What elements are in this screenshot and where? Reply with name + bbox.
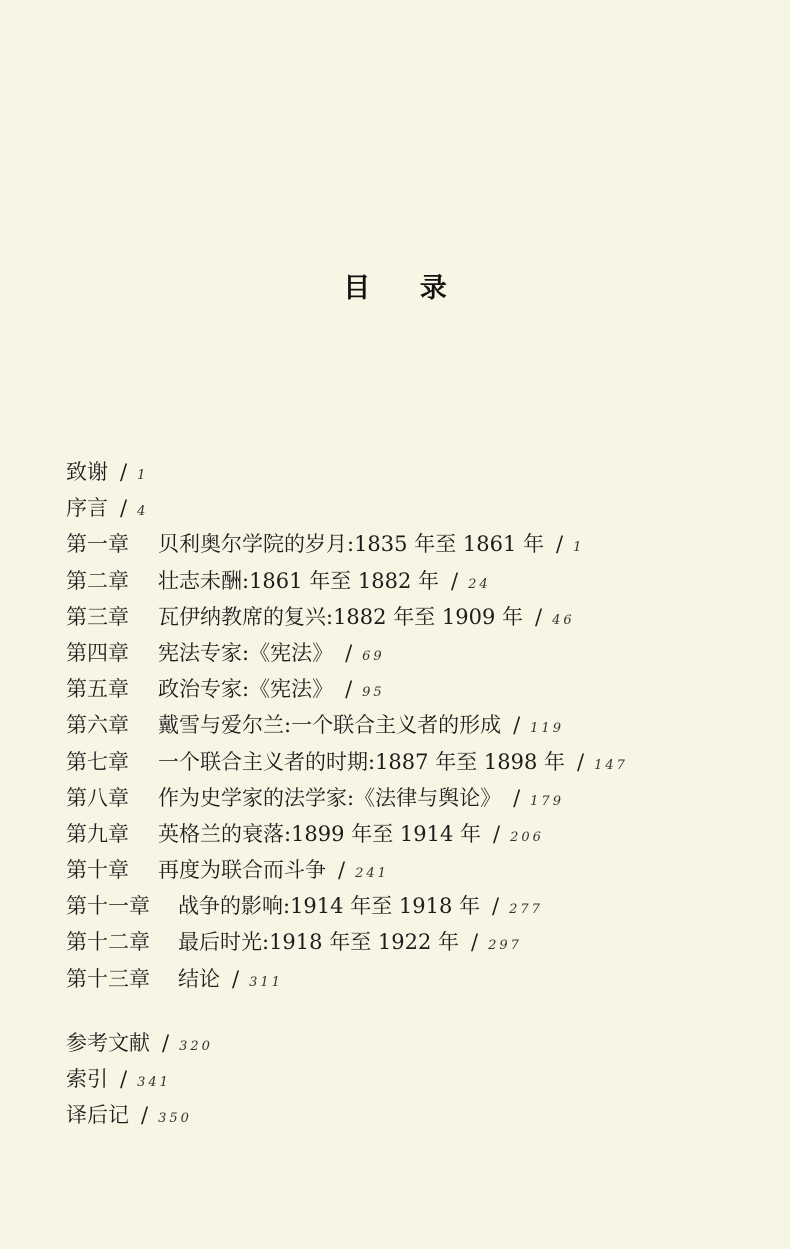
chapter-number: 第七章 (66, 749, 129, 774)
page-number: 24 (468, 576, 491, 592)
entry-title: 英格兰的衰落:1899 年至 1914 年 (158, 821, 481, 846)
separator: / (338, 858, 346, 883)
separator: / (120, 460, 128, 484)
separator: / (451, 568, 459, 593)
separator: / (577, 749, 585, 774)
entry-title: 序言 (66, 496, 108, 521)
separator: / (141, 1103, 149, 1128)
page-number: 179 (530, 793, 564, 809)
page-number: 4 (137, 504, 149, 520)
separator: / (492, 894, 500, 919)
toc-entry-chapter-4[interactable] (66, 635, 746, 671)
page-title: 目 录 (343, 273, 467, 304)
separator: / (345, 640, 353, 665)
toc-entry-translators-afterword[interactable] (66, 1097, 746, 1133)
entry-title: 宪法专家:《宪法》 (158, 640, 334, 665)
page-number: 69 (362, 648, 385, 664)
toc-entry-chapter-7[interactable] (66, 744, 746, 780)
page-number: 1 (137, 468, 149, 483)
separator: / (471, 930, 479, 955)
chapter-number: 第五章 (66, 677, 129, 702)
separator: / (345, 677, 353, 702)
toc-entry-chapter-5[interactable] (66, 671, 746, 707)
section-gap (66, 997, 746, 1025)
toc-entry-chapter-6[interactable] (66, 707, 746, 743)
toc-entry-index[interactable] (66, 1061, 746, 1097)
toc-entry-chapter-12[interactable] (66, 924, 746, 960)
toc-entry-chapter-9[interactable] (66, 816, 746, 852)
separator: / (493, 821, 501, 846)
chapter-number: 第四章 (66, 640, 129, 665)
separator: / (120, 496, 128, 521)
page-number: 119 (530, 721, 564, 737)
toc-entry-chapter-8[interactable] (66, 780, 746, 816)
chapter-number: 第九章 (66, 821, 129, 846)
entry-title: 贝利奥尔学院的岁月:1835 年至 1861 年 (158, 532, 544, 557)
page-number: 277 (509, 902, 543, 918)
entry-title: 结论 (178, 966, 220, 991)
chapter-number: 第十章 (66, 858, 129, 883)
chapter-number: 第十二章 (66, 930, 150, 955)
separator: / (535, 604, 543, 629)
entry-title: 译后记 (66, 1103, 129, 1128)
chapter-number: 第三章 (66, 604, 129, 629)
separator: / (162, 1030, 170, 1055)
chapter-number: 第一章 (66, 532, 129, 557)
page-number: 46 (552, 612, 575, 628)
separator: / (232, 966, 240, 991)
table-of-contents (66, 454, 746, 1133)
toc-entry-chapter-2[interactable] (66, 563, 746, 599)
toc-entry-chapter-11[interactable] (66, 888, 746, 924)
toc-entry-preface[interactable] (66, 490, 746, 526)
page-number: 1 (573, 540, 585, 556)
page-number: 320 (179, 1038, 213, 1054)
entry-title: 一个联合主义者的时期:1887 年至 1898 年 (158, 749, 565, 774)
entry-title: 作为史学家的法学家:《法律与舆论》 (158, 785, 502, 810)
separator: / (556, 532, 564, 557)
toc-entry-chapter-3[interactable] (66, 599, 746, 635)
page-number: 241 (355, 866, 389, 882)
toc-entry-chapter-13[interactable] (66, 961, 746, 997)
separator: / (513, 713, 521, 738)
entry-title: 最后时光:1918 年至 1922 年 (178, 930, 459, 955)
entry-title: 戴雪与爱尔兰:一个联合主义者的形成 (158, 713, 502, 738)
page-number: 147 (594, 757, 628, 773)
entry-title: 壮志未酬:1861 年至 1882 年 (158, 568, 439, 593)
page-number: 341 (137, 1075, 171, 1090)
entry-title: 政治专家:《宪法》 (158, 677, 334, 702)
toc-entry-bibliography[interactable] (66, 1025, 746, 1061)
page-number: 297 (488, 938, 522, 954)
page-number: 350 (158, 1111, 192, 1127)
toc-entry-chapter-10[interactable] (66, 852, 746, 888)
entry-title: 致谢 (66, 460, 108, 484)
entry-title: 战争的影响:1914 年至 1918 年 (178, 894, 480, 919)
entry-title: 参考文献 (66, 1030, 150, 1055)
entry-title: 再度为联合而斗争 (158, 858, 326, 883)
entry-title: 索引 (66, 1067, 108, 1091)
page-number: 311 (249, 974, 283, 990)
chapter-number: 第十三章 (66, 966, 150, 991)
separator: / (120, 1067, 128, 1091)
toc-entry-chapter-1[interactable] (66, 526, 746, 562)
page-number: 95 (362, 685, 385, 701)
entry-title: 瓦伊纳教席的复兴:1882 年至 1909 年 (158, 604, 523, 629)
chapter-number: 第六章 (66, 713, 129, 738)
chapter-number: 第八章 (66, 785, 129, 810)
page-number: 206 (510, 829, 544, 845)
toc-entry-acknowledgements[interactable] (66, 454, 746, 490)
separator: / (513, 785, 521, 810)
chapter-number: 第二章 (66, 568, 129, 593)
chapter-number: 第十一章 (66, 894, 150, 919)
